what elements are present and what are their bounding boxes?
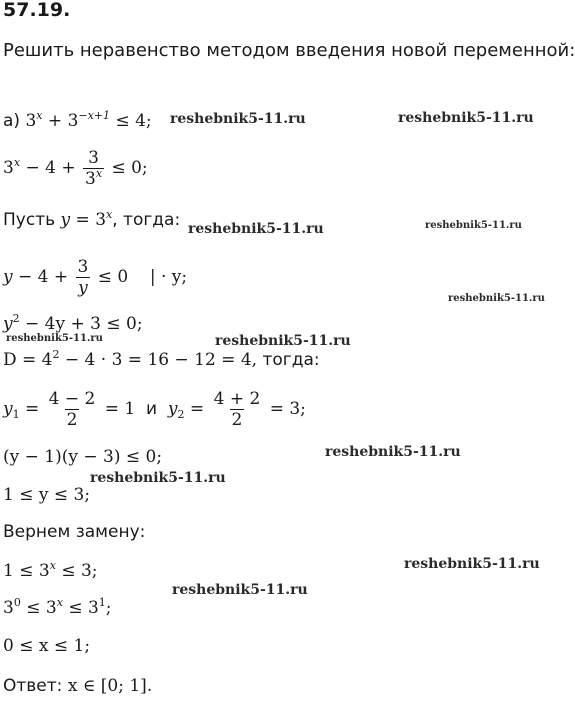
watermark: reshebnik5-11.ru	[448, 293, 545, 304]
watermark: reshebnik5-11.ru	[215, 333, 351, 349]
discriminant-line: $D = 4^2 - 4 \cdot 3 = 16 - 12 = 4$, тогда:	[3, 348, 320, 370]
watermark: reshebnik5-11.ru	[170, 111, 306, 127]
inequality-in-y: y − 4 + $\frac{3}{y}$ ≤ 0 | · y;	[3, 257, 188, 298]
range-powers: $3^0 \le 3^x \le 3^1$;	[3, 596, 112, 618]
watermark: reshebnik5-11.ru	[188, 221, 324, 237]
watermark: reshebnik5-11.ru	[398, 110, 534, 126]
watermark: reshebnik5-11.ru	[325, 444, 461, 460]
range-3x: $1 \le 3^x \le 3$;	[3, 559, 98, 581]
fraction-y2: $\frac{4 + 2}{2}$	[213, 389, 261, 430]
problem-number: 57.19.	[3, 0, 71, 21]
factored-inequality: (y − 1)(y − 3) ≤ 0;	[3, 447, 163, 467]
substitution-line: Пусть $y = 3^x$, тогда:	[3, 208, 181, 230]
inequality-original: а) $3^x + 3^{-x+1} \le 4$;	[3, 109, 152, 131]
watermark: reshebnik5-11.ru	[404, 556, 540, 572]
quadratic-inequality: $y^2 - 4y + 3 \le 0$;	[3, 312, 143, 334]
problem-instruction: Решить неравенство методом введения новой переменной:	[3, 40, 575, 61]
watermark: reshebnik5-11.ru	[425, 220, 522, 231]
part-label: а)	[3, 111, 21, 131]
watermark: reshebnik5-11.ru	[6, 333, 103, 344]
fraction-y1: $\frac{4 - 2}{2}$	[48, 389, 96, 430]
answer-value: x ∈ [0; 1].	[67, 676, 153, 696]
range-x: 0 ≤ x ≤ 1;	[3, 636, 91, 656]
inequality-rewritten: 3$^x$ − 4 + $\frac{3}{3^x}$ ≤ 0;	[3, 148, 148, 189]
range-y: 1 ≤ y ≤ 3;	[3, 485, 91, 505]
answer-line: Ответ: x ∈ [0; 1].	[3, 676, 153, 696]
watermark: reshebnik5-11.ru	[90, 470, 226, 486]
roots-line: $y_1$ = $\frac{4 - 2}{2}$ = 1 и $y_2$ = $\frac{4 + 2}{2}$ = 3;	[3, 389, 306, 430]
fraction-3-over-y: $\frac{3}{y}$	[77, 257, 89, 298]
watermark: reshebnik5-11.ru	[172, 582, 308, 598]
fraction-3-over-3x: $\frac{3}{3^x}$	[84, 148, 103, 189]
back-substitution-label: Вернем замену:	[3, 522, 146, 542]
